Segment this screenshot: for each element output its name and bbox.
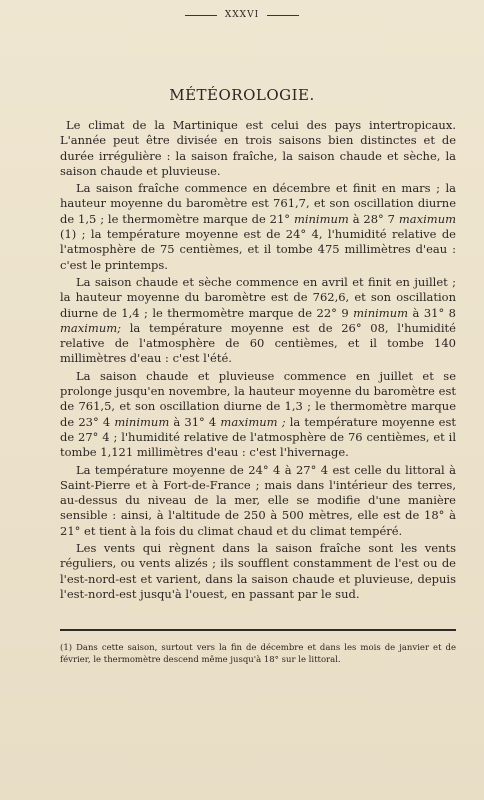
- page-title: MÉTÉOROLOGIE.: [169, 86, 315, 104]
- italic-minimum: minimum: [353, 305, 409, 320]
- text-run: La saison chaude et sèche commence en avril et finit en juillet ; la hauteur moyenne du baromètre est de 762,6, et son oscillation diurne de 1,4 ; le thermomètre marque de 22° 9: [60, 274, 456, 320]
- page-number: XXXVI: [224, 10, 260, 20]
- text-run: la température moyenne est de 27° 4 ; l'humidité relative de l'atmosphère de 76 centièmes, et il tombe 1,121 millimètres d'eau : c'est l'hivernage.: [60, 414, 457, 460]
- italic-maximum: maximum: [398, 211, 456, 226]
- section-divider: [60, 629, 456, 631]
- page-header: [0, 10, 484, 20]
- italic-maximum: maximum ;: [220, 414, 286, 429]
- text-run: La saison chaude et pluvieuse commence en juillet et se prolonge jusqu'en novembre, la hauteur moyenne du baromètre est de 761,5, et son oscillation diurne de 1,3 ; le thermomètre marque de 23° 4: [60, 368, 456, 429]
- paragraph-temperature: La température moyenne de 24° 4 à 27° 4 est celle du littoral à Saint-Pierre et à Fort-de-France ; mais dans l'intérieur des terres, au-dessus du niveau de la mer, elle se modifie d'une manière sensible : ainsi, à l'altitude de 250 à 500 mètres, elle est de 18° à 21° et tient à la fois du climat chaud et du climat tempéré.: [60, 462, 456, 538]
- article-body: [60, 118, 456, 604]
- paragraph-winds: Les vents qui règnent dans la saison fraîche sont les vents réguliers, ou vents alizés ; ils soufflent constamment de l'est ou de l'est-nord-est et varient, dans la saison chaude et pluvieuse, depuis l'est-nord-est jusqu'à l'ouest, en passant par le sud.: [60, 541, 456, 601]
- text-run: à 31° 4: [169, 414, 221, 429]
- paragraph-cool-season: [60, 181, 456, 273]
- header-rule-right: [267, 15, 299, 16]
- text-run: à 28° 7: [348, 211, 399, 226]
- header-rule-left: [185, 15, 217, 16]
- paragraph-intro: Le climat de la Martinique est celui des pays intertropicaux. L'année peut être divisée en trois saisons bien distinctes et de durée irrégulière : la saison fraîche, la saison chaude et sèche, la saison chaude et pluvieuse.: [60, 118, 456, 178]
- italic-minimum: minimum: [293, 211, 349, 226]
- paragraph-hot-dry-season: [60, 275, 456, 367]
- text-run: la température moyenne est de 26° 08, l'humidité relative de l'atmosphère de 60 centièmes, et il tombe 140 millimètres d'eau : c'est l'été.: [60, 320, 456, 366]
- paragraph-hot-rainy-season: [60, 369, 456, 461]
- italic-maximum: maximum;: [60, 320, 122, 335]
- text-run: à 31° 8: [408, 305, 456, 320]
- italic-minimum: minimum: [114, 414, 170, 429]
- text-run: (1) ; la température moyenne est de 24° 4, l'humidité relative de l'atmosphère de 75 centièmes, et il tombe 475 millimètres d'eau : c'est le printemps.: [60, 227, 456, 272]
- footnote: (1) Dans cette saison, surtout vers la fin de décembre et dans les mois de janvier et de février, le thermomètre descend même jusqu'à 18° sur le littoral.: [60, 643, 456, 665]
- text-run: La saison fraîche commence en décembre et finit en mars ; la hauteur moyenne du baromètre est 761,7, et son oscillation diurne de 1,5 ; le thermomètre marque de 21°: [60, 181, 456, 226]
